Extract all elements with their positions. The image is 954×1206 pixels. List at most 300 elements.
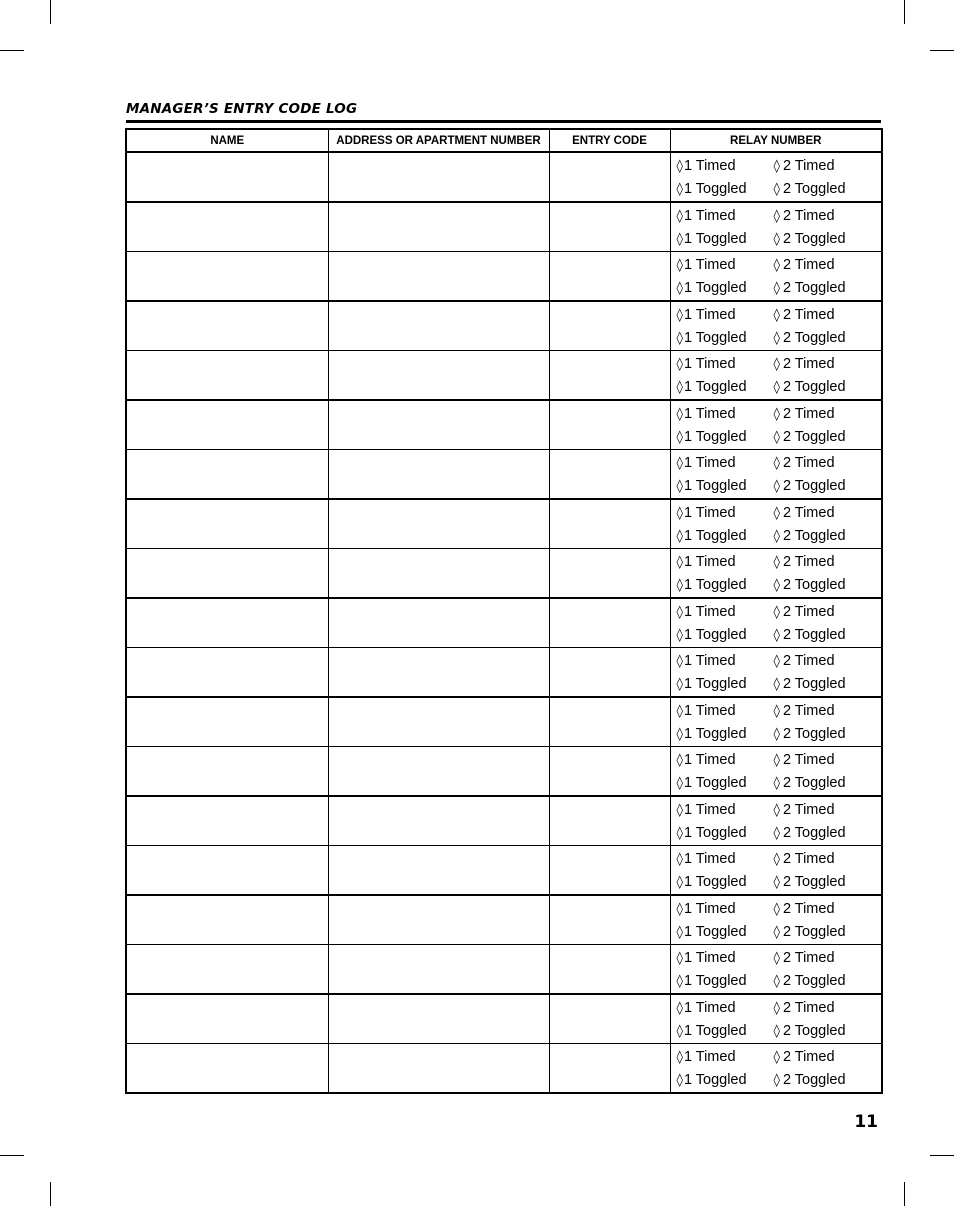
diamond-checkbox-icon[interactable]: ◊ xyxy=(773,555,780,570)
relay-2-toggled-option[interactable] xyxy=(774,574,874,597)
table-row xyxy=(126,796,882,846)
crop-mark xyxy=(904,0,905,24)
relay-2-timed-option[interactable] xyxy=(774,947,874,970)
relay-1-toggled-option[interactable] xyxy=(677,970,774,993)
table-row xyxy=(126,747,882,797)
relay-1-timed-option[interactable] xyxy=(677,502,774,525)
column-header-entry-code: ENTRY CODE xyxy=(549,129,670,152)
relay-option-label: 2 Toggled xyxy=(782,478,846,494)
diamond-checkbox-icon[interactable]: ◊ xyxy=(676,826,683,841)
relay-1-timed-option[interactable] xyxy=(677,898,774,921)
relay-2-toggled-option[interactable] xyxy=(774,871,874,894)
relay-2-toggled-option[interactable] xyxy=(774,327,874,350)
diamond-checkbox-icon[interactable]: ◊ xyxy=(676,232,683,247)
name-cell[interactable] xyxy=(126,450,328,500)
relay-2-toggled-option[interactable] xyxy=(774,673,874,696)
relay-option-label: 1 Toggled xyxy=(683,924,747,940)
relay-2-timed-option[interactable] xyxy=(774,650,874,673)
relay-2-timed-option[interactable] xyxy=(774,601,874,624)
relay-2-toggled-option[interactable] xyxy=(774,822,874,845)
relay-1-timed-option[interactable] xyxy=(677,304,774,327)
diamond-checkbox-icon[interactable]: ◊ xyxy=(773,902,780,917)
diamond-checkbox-icon[interactable]: ◊ xyxy=(676,902,683,917)
name-cell[interactable] xyxy=(126,648,328,698)
diamond-checkbox-icon[interactable]: ◊ xyxy=(773,430,780,445)
diamond-checkbox-icon[interactable]: ◊ xyxy=(773,159,780,174)
diamond-checkbox-icon[interactable]: ◊ xyxy=(676,753,683,768)
relay-option-label: 2 Timed xyxy=(782,851,835,867)
relay-option-label: 2 Timed xyxy=(782,752,835,768)
address-cell[interactable] xyxy=(328,400,549,450)
address-cell[interactable] xyxy=(328,450,549,500)
diamond-checkbox-icon[interactable]: ◊ xyxy=(773,182,780,197)
name-cell[interactable] xyxy=(126,499,328,549)
relay-1-toggled-option[interactable] xyxy=(677,723,774,746)
entry-code-cell[interactable] xyxy=(549,796,670,846)
diamond-checkbox-icon[interactable]: ◊ xyxy=(773,605,780,620)
crop-mark xyxy=(0,1155,24,1156)
diamond-checkbox-icon[interactable]: ◊ xyxy=(676,1024,683,1039)
relay-1-toggled-option[interactable] xyxy=(677,871,774,894)
relay-option-label: 2 Timed xyxy=(782,802,835,818)
diamond-checkbox-icon[interactable]: ◊ xyxy=(773,753,780,768)
address-cell[interactable] xyxy=(328,1044,549,1094)
diamond-checkbox-icon[interactable]: ◊ xyxy=(773,506,780,521)
address-cell[interactable] xyxy=(328,301,549,351)
relay-option-label: 1 Toggled xyxy=(683,726,747,742)
relay-1-toggled-option[interactable] xyxy=(677,772,774,795)
table-row xyxy=(126,499,882,549)
relay-option-label: 1 Timed xyxy=(683,851,736,867)
diamond-checkbox-icon[interactable]: ◊ xyxy=(676,727,683,742)
relay-option-label: 1 Toggled xyxy=(683,280,747,296)
relay-options xyxy=(671,896,882,944)
entry-code-cell[interactable] xyxy=(549,994,670,1044)
relay-1-toggled-option[interactable] xyxy=(677,624,774,647)
relay-2-toggled-option[interactable] xyxy=(774,178,874,201)
relay-option-label: 1 Toggled xyxy=(683,1023,747,1039)
relay-cell xyxy=(670,301,882,351)
address-cell[interactable] xyxy=(328,994,549,1044)
diamond-checkbox-icon[interactable]: ◊ xyxy=(676,281,683,296)
relay-2-timed-option[interactable] xyxy=(774,205,874,228)
relay-cell xyxy=(670,895,882,945)
relay-2-toggled-option[interactable] xyxy=(774,426,874,449)
diamond-checkbox-icon[interactable]: ◊ xyxy=(676,331,683,346)
entry-code-cell[interactable] xyxy=(549,549,670,599)
address-cell[interactable] xyxy=(328,351,549,401)
relay-option-label: 1 Toggled xyxy=(683,775,747,791)
entry-code-cell[interactable] xyxy=(549,202,670,252)
diamond-checkbox-icon[interactable]: ◊ xyxy=(676,776,683,791)
relay-options xyxy=(671,549,882,597)
relay-option-label: 2 Toggled xyxy=(782,429,846,445)
diamond-checkbox-icon[interactable]: ◊ xyxy=(676,951,683,966)
relay-2-toggled-option[interactable] xyxy=(774,1069,874,1092)
relay-cell xyxy=(670,747,882,797)
relay-2-timed-option[interactable] xyxy=(774,848,874,871)
table-row xyxy=(126,252,882,302)
crop-mark xyxy=(930,50,954,51)
relay-1-toggled-option[interactable] xyxy=(677,673,774,696)
name-cell[interactable] xyxy=(126,747,328,797)
name-cell[interactable] xyxy=(126,549,328,599)
relay-options xyxy=(671,747,882,795)
diamond-checkbox-icon[interactable]: ◊ xyxy=(773,357,780,372)
name-cell[interactable] xyxy=(126,301,328,351)
relay-option-label: 2 Toggled xyxy=(782,825,846,841)
relay-2-toggled-option[interactable] xyxy=(774,921,874,944)
diamond-checkbox-icon[interactable]: ◊ xyxy=(676,803,683,818)
diamond-checkbox-icon[interactable]: ◊ xyxy=(676,357,683,372)
relay-1-timed-option[interactable] xyxy=(677,947,774,970)
relay-2-toggled-option[interactable] xyxy=(774,525,874,548)
relay-1-toggled-option[interactable] xyxy=(677,376,774,399)
relay-option-label: 1 Toggled xyxy=(683,676,747,692)
diamond-checkbox-icon[interactable]: ◊ xyxy=(676,479,683,494)
column-header-relay-number: RELAY NUMBER xyxy=(670,129,882,152)
diamond-checkbox-icon[interactable]: ◊ xyxy=(676,704,683,719)
relay-1-toggled-option[interactable] xyxy=(677,822,774,845)
relay-options xyxy=(671,648,882,696)
diamond-checkbox-icon[interactable]: ◊ xyxy=(676,209,683,224)
relay-option-label: 1 Timed xyxy=(683,703,736,719)
column-header-address: ADDRESS OR APARTMENT NUMBER xyxy=(328,129,549,152)
relay-option-label: 2 Timed xyxy=(782,455,835,471)
name-cell[interactable] xyxy=(126,152,328,202)
relay-1-timed-option[interactable] xyxy=(677,452,774,475)
entry-code-cell[interactable] xyxy=(549,450,670,500)
name-cell[interactable] xyxy=(126,598,328,648)
relay-1-timed-option[interactable] xyxy=(677,403,774,426)
name-cell[interactable] xyxy=(126,351,328,401)
relay-options xyxy=(671,846,882,894)
address-cell[interactable] xyxy=(328,945,549,995)
address-cell[interactable] xyxy=(328,549,549,599)
diamond-checkbox-icon[interactable]: ◊ xyxy=(773,529,780,544)
diamond-checkbox-icon[interactable]: ◊ xyxy=(773,803,780,818)
relay-option-label: 1 Toggled xyxy=(683,429,747,445)
address-cell[interactable] xyxy=(328,598,549,648)
relay-option-label: 1 Timed xyxy=(683,505,736,521)
address-cell[interactable] xyxy=(328,252,549,302)
relay-cell xyxy=(670,202,882,252)
relay-1-toggled-option[interactable] xyxy=(677,921,774,944)
name-cell[interactable] xyxy=(126,697,328,747)
relay-1-timed-option[interactable] xyxy=(677,155,774,178)
relay-1-timed-option[interactable] xyxy=(677,997,774,1020)
relay-1-toggled-option[interactable] xyxy=(677,574,774,597)
diamond-checkbox-icon[interactable]: ◊ xyxy=(676,654,683,669)
relay-option-label: 1 Timed xyxy=(683,356,736,372)
relay-2-timed-option[interactable] xyxy=(774,502,874,525)
relay-1-toggled-option[interactable] xyxy=(677,475,774,498)
diamond-checkbox-icon[interactable]: ◊ xyxy=(676,875,683,890)
diamond-checkbox-icon[interactable]: ◊ xyxy=(676,605,683,620)
name-cell[interactable] xyxy=(126,796,328,846)
relay-1-timed-option[interactable] xyxy=(677,1046,774,1069)
relay-1-timed-option[interactable] xyxy=(677,650,774,673)
relay-cell xyxy=(670,796,882,846)
diamond-checkbox-icon[interactable]: ◊ xyxy=(773,727,780,742)
diamond-checkbox-icon[interactable]: ◊ xyxy=(676,456,683,471)
name-cell[interactable] xyxy=(126,846,328,896)
relay-2-timed-option[interactable] xyxy=(774,403,874,426)
diamond-checkbox-icon[interactable]: ◊ xyxy=(676,407,683,422)
entry-code-cell[interactable] xyxy=(549,697,670,747)
relay-option-label: 2 Timed xyxy=(782,208,835,224)
table-row xyxy=(126,895,882,945)
diamond-checkbox-icon[interactable]: ◊ xyxy=(676,628,683,643)
relay-cell xyxy=(670,549,882,599)
entry-code-cell[interactable] xyxy=(549,747,670,797)
relay-1-toggled-option[interactable] xyxy=(677,1020,774,1043)
relay-2-timed-option[interactable] xyxy=(774,1046,874,1069)
diamond-checkbox-icon[interactable]: ◊ xyxy=(773,232,780,247)
entry-code-cell[interactable] xyxy=(549,351,670,401)
relay-1-timed-option[interactable] xyxy=(677,749,774,772)
relay-option-label: 2 Timed xyxy=(782,356,835,372)
relay-option-label: 1 Timed xyxy=(683,208,736,224)
relay-2-timed-option[interactable] xyxy=(774,452,874,475)
relay-option-label: 2 Timed xyxy=(782,257,835,273)
relay-options xyxy=(671,153,882,201)
relay-option-label: 1 Timed xyxy=(683,554,736,570)
relay-2-timed-option[interactable] xyxy=(774,700,874,723)
diamond-checkbox-icon[interactable]: ◊ xyxy=(773,1073,780,1088)
relay-2-timed-option[interactable] xyxy=(774,749,874,772)
diamond-checkbox-icon[interactable]: ◊ xyxy=(773,704,780,719)
relay-option-label: 1 Timed xyxy=(683,158,736,174)
relay-option-label: 1 Timed xyxy=(683,802,736,818)
diamond-checkbox-icon[interactable]: ◊ xyxy=(773,628,780,643)
name-cell[interactable] xyxy=(126,1044,328,1094)
relay-option-label: 2 Toggled xyxy=(782,1072,846,1088)
relay-options xyxy=(671,500,882,548)
diamond-checkbox-icon[interactable]: ◊ xyxy=(773,654,780,669)
relay-1-timed-option[interactable] xyxy=(677,353,774,376)
table-row xyxy=(126,994,882,1044)
relay-1-timed-option[interactable] xyxy=(677,700,774,723)
diamond-checkbox-icon[interactable]: ◊ xyxy=(773,258,780,273)
entry-code-cell[interactable] xyxy=(549,1044,670,1094)
diamond-checkbox-icon[interactable]: ◊ xyxy=(773,308,780,323)
relay-option-label: 1 Timed xyxy=(683,257,736,273)
diamond-checkbox-icon[interactable]: ◊ xyxy=(676,578,683,593)
diamond-checkbox-icon[interactable]: ◊ xyxy=(773,677,780,692)
table-row xyxy=(126,846,882,896)
diamond-checkbox-icon[interactable]: ◊ xyxy=(773,925,780,940)
relay-1-timed-option[interactable] xyxy=(677,799,774,822)
diamond-checkbox-icon[interactable]: ◊ xyxy=(676,852,683,867)
diamond-checkbox-icon[interactable]: ◊ xyxy=(676,380,683,395)
relay-options xyxy=(671,450,882,498)
entry-code-cell[interactable] xyxy=(549,648,670,698)
diamond-checkbox-icon[interactable]: ◊ xyxy=(773,209,780,224)
relay-options xyxy=(671,995,882,1043)
relay-cell xyxy=(670,648,882,698)
relay-1-toggled-option[interactable] xyxy=(677,525,774,548)
diamond-checkbox-icon[interactable]: ◊ xyxy=(676,308,683,323)
relay-2-toggled-option[interactable] xyxy=(774,475,874,498)
relay-option-label: 2 Timed xyxy=(782,604,835,620)
relay-1-timed-option[interactable] xyxy=(677,205,774,228)
name-cell[interactable] xyxy=(126,895,328,945)
relay-option-label: 2 Toggled xyxy=(782,379,846,395)
diamond-checkbox-icon[interactable]: ◊ xyxy=(676,258,683,273)
address-cell[interactable] xyxy=(328,895,549,945)
relay-1-toggled-option[interactable] xyxy=(677,277,774,300)
name-cell[interactable] xyxy=(126,202,328,252)
diamond-checkbox-icon[interactable]: ◊ xyxy=(773,951,780,966)
diamond-checkbox-icon[interactable]: ◊ xyxy=(773,281,780,296)
diamond-checkbox-icon[interactable]: ◊ xyxy=(773,578,780,593)
relay-2-toggled-option[interactable] xyxy=(774,970,874,993)
relay-cell xyxy=(670,152,882,202)
relay-cell xyxy=(670,697,882,747)
diamond-checkbox-icon[interactable]: ◊ xyxy=(773,479,780,494)
relay-2-timed-option[interactable] xyxy=(774,799,874,822)
relay-1-timed-option[interactable] xyxy=(677,601,774,624)
relay-1-toggled-option[interactable] xyxy=(677,228,774,251)
entry-code-cell[interactable] xyxy=(549,152,670,202)
diamond-checkbox-icon[interactable]: ◊ xyxy=(676,677,683,692)
crop-mark xyxy=(50,1182,51,1206)
address-cell[interactable] xyxy=(328,648,549,698)
diamond-checkbox-icon[interactable]: ◊ xyxy=(773,380,780,395)
relay-cell xyxy=(670,994,882,1044)
entry-code-cell[interactable] xyxy=(549,945,670,995)
relay-2-toggled-option[interactable] xyxy=(774,723,874,746)
table-row xyxy=(126,351,882,401)
relay-option-label: 2 Toggled xyxy=(782,676,846,692)
address-cell[interactable] xyxy=(328,202,549,252)
relay-option-label: 1 Timed xyxy=(683,455,736,471)
relay-option-label: 2 Toggled xyxy=(782,231,846,247)
diamond-checkbox-icon[interactable]: ◊ xyxy=(773,776,780,791)
table-row xyxy=(126,697,882,747)
diamond-checkbox-icon[interactable]: ◊ xyxy=(773,1024,780,1039)
name-cell[interactable] xyxy=(126,945,328,995)
relay-options xyxy=(671,797,882,845)
relay-2-toggled-option[interactable] xyxy=(774,1020,874,1043)
relay-2-timed-option[interactable] xyxy=(774,353,874,376)
relay-cell xyxy=(670,499,882,549)
relay-option-label: 1 Toggled xyxy=(683,231,747,247)
name-cell[interactable] xyxy=(126,252,328,302)
relay-1-timed-option[interactable] xyxy=(677,254,774,277)
diamond-checkbox-icon[interactable]: ◊ xyxy=(676,529,683,544)
relay-1-timed-option[interactable] xyxy=(677,848,774,871)
table-row xyxy=(126,598,882,648)
relay-2-toggled-option[interactable] xyxy=(774,277,874,300)
relay-2-timed-option[interactable] xyxy=(774,304,874,327)
diamond-checkbox-icon[interactable]: ◊ xyxy=(773,1001,780,1016)
relay-2-toggled-option[interactable] xyxy=(774,772,874,795)
relay-2-toggled-option[interactable] xyxy=(774,624,874,647)
relay-option-label: 2 Timed xyxy=(782,703,835,719)
relay-option-label: 2 Timed xyxy=(782,950,835,966)
relay-option-label: 2 Toggled xyxy=(782,181,846,197)
page-number: 11 xyxy=(854,1112,878,1132)
address-cell[interactable] xyxy=(328,747,549,797)
diamond-checkbox-icon[interactable]: ◊ xyxy=(773,826,780,841)
relay-option-label: 1 Timed xyxy=(683,406,736,422)
diamond-checkbox-icon[interactable]: ◊ xyxy=(676,506,683,521)
diamond-checkbox-icon[interactable]: ◊ xyxy=(676,555,683,570)
diamond-checkbox-icon[interactable]: ◊ xyxy=(676,1001,683,1016)
diamond-checkbox-icon[interactable]: ◊ xyxy=(773,974,780,989)
table-row xyxy=(126,152,882,202)
relay-2-toggled-option[interactable] xyxy=(774,376,874,399)
entry-code-cell[interactable] xyxy=(549,846,670,896)
diamond-checkbox-icon[interactable]: ◊ xyxy=(676,974,683,989)
diamond-checkbox-icon[interactable]: ◊ xyxy=(676,925,683,940)
relay-2-toggled-option[interactable] xyxy=(774,228,874,251)
relay-option-label: 1 Timed xyxy=(683,653,736,669)
relay-option-label: 2 Toggled xyxy=(782,775,846,791)
crop-mark xyxy=(0,50,24,51)
entry-code-cell[interactable] xyxy=(549,895,670,945)
entry-code-cell[interactable] xyxy=(549,252,670,302)
diamond-checkbox-icon[interactable]: ◊ xyxy=(676,182,683,197)
diamond-checkbox-icon[interactable]: ◊ xyxy=(676,1050,683,1065)
address-cell[interactable] xyxy=(328,152,549,202)
address-cell[interactable] xyxy=(328,697,549,747)
name-cell[interactable] xyxy=(126,400,328,450)
entry-code-cell[interactable] xyxy=(549,499,670,549)
name-cell[interactable] xyxy=(126,994,328,1044)
relay-option-label: 2 Toggled xyxy=(782,330,846,346)
diamond-checkbox-icon[interactable]: ◊ xyxy=(773,407,780,422)
entry-code-cell[interactable] xyxy=(549,598,670,648)
address-cell[interactable] xyxy=(328,846,549,896)
table-row xyxy=(126,945,882,995)
entry-code-cell[interactable] xyxy=(549,400,670,450)
page-title: MANAGER’S ENTRY CODE LOG xyxy=(126,101,358,117)
relay-2-timed-option[interactable] xyxy=(774,898,874,921)
relay-1-toggled-option[interactable] xyxy=(677,426,774,449)
relay-cell xyxy=(670,252,882,302)
relay-option-label: 1 Toggled xyxy=(683,181,747,197)
diamond-checkbox-icon[interactable]: ◊ xyxy=(773,852,780,867)
relay-2-timed-option[interactable] xyxy=(774,155,874,178)
diamond-checkbox-icon[interactable]: ◊ xyxy=(773,331,780,346)
relay-option-label: 2 Timed xyxy=(782,158,835,174)
relay-2-timed-option[interactable] xyxy=(774,997,874,1020)
diamond-checkbox-icon[interactable]: ◊ xyxy=(773,1050,780,1065)
relay-2-timed-option[interactable] xyxy=(774,254,874,277)
table-row xyxy=(126,1044,882,1094)
address-cell[interactable] xyxy=(328,796,549,846)
relay-2-timed-option[interactable] xyxy=(774,551,874,574)
relay-option-label: 2 Timed xyxy=(782,307,835,323)
relay-cell xyxy=(670,450,882,500)
relay-1-timed-option[interactable] xyxy=(677,551,774,574)
diamond-checkbox-icon[interactable]: ◊ xyxy=(773,456,780,471)
relay-1-toggled-option[interactable] xyxy=(677,178,774,201)
relay-1-toggled-option[interactable] xyxy=(677,1069,774,1092)
diamond-checkbox-icon[interactable]: ◊ xyxy=(676,430,683,445)
diamond-checkbox-icon[interactable]: ◊ xyxy=(676,159,683,174)
crop-mark xyxy=(50,0,51,24)
relay-option-label: 1 Timed xyxy=(683,604,736,620)
diamond-checkbox-icon[interactable]: ◊ xyxy=(676,1073,683,1088)
entry-code-cell[interactable] xyxy=(549,301,670,351)
address-cell[interactable] xyxy=(328,499,549,549)
diamond-checkbox-icon[interactable]: ◊ xyxy=(773,875,780,890)
relay-1-toggled-option[interactable] xyxy=(677,327,774,350)
